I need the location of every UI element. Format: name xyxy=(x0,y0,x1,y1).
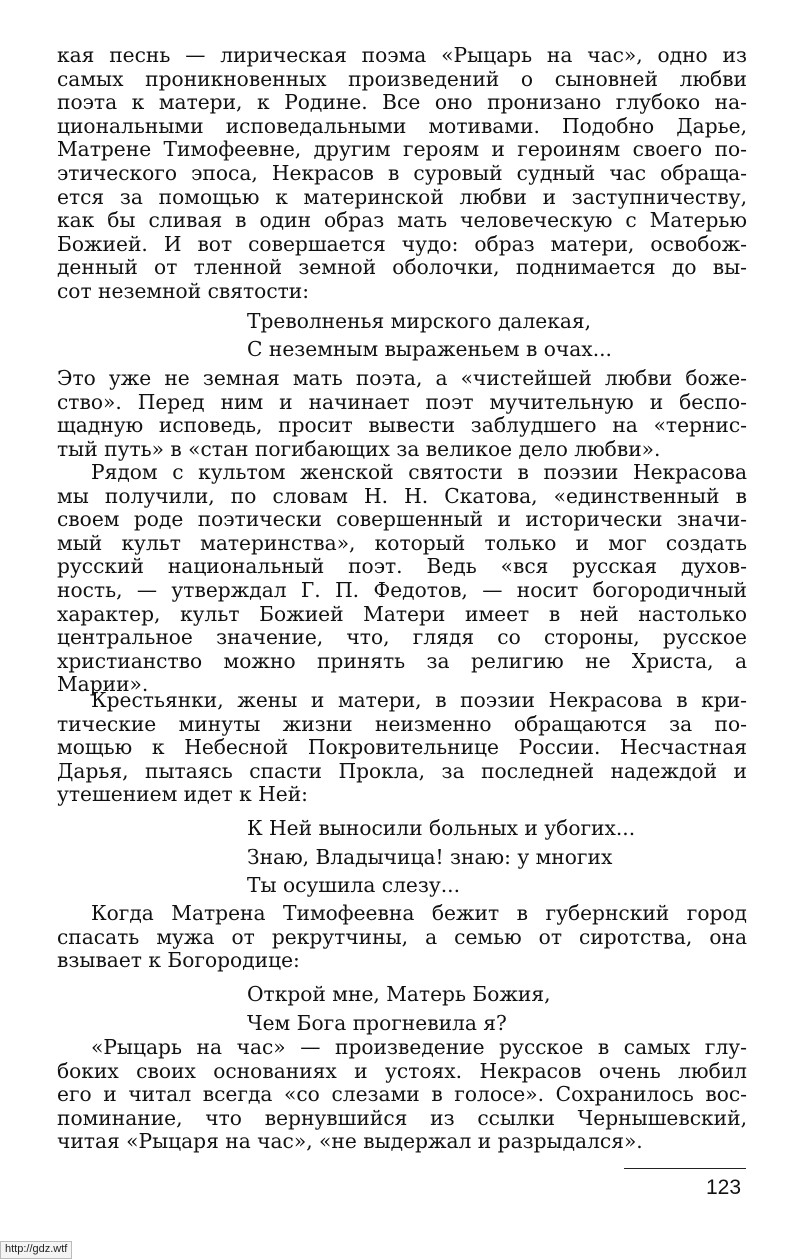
paragraph-line: тый путь» в «стан погибающих за великое дело любви». xyxy=(57,436,661,461)
paragraph-2 xyxy=(57,367,747,461)
paragraph-5 xyxy=(57,902,747,973)
poem-line: Открой мне, Матерь Божия, xyxy=(247,982,551,1006)
paragraph-line: центральное значение, что, глядя со стороны, русское xyxy=(57,625,747,650)
paragraph-line: Божией. И вот совершается чудо: образ матери, освобож- xyxy=(57,231,747,256)
paragraph-line: своем роде поэтически совершенный и исторически значи- xyxy=(57,507,747,532)
poem-quote-1 xyxy=(247,307,612,363)
paragraph-line: взывает к Богородице: xyxy=(57,948,300,973)
source-watermark-link[interactable]: http://gdz.wtf xyxy=(0,1241,72,1259)
paragraph-line: боких своих основаниях и устоях. Некрасов очень любил xyxy=(57,1058,747,1083)
paragraph-line: Дарья, пытаясь спасти Прокла, за последней надеждой и xyxy=(57,758,747,783)
paragraph-3 xyxy=(57,461,747,697)
poem-line: Чем Бога прогневила я? xyxy=(247,1010,507,1035)
paragraph-line: ство». Перед ним и начинает поэт мучительную и беспо- xyxy=(57,389,747,414)
paragraph-line: денный от тленной земной оболочки, поднимается до вы- xyxy=(57,255,747,280)
paragraph-line: утешением идет к Ней: xyxy=(57,782,308,807)
paragraph-line: циональными исповедальными мотивами. Подобно Дарье, xyxy=(57,113,747,138)
paragraph-line: щадную исповедь, просит вывести заблудшего на «тернис- xyxy=(57,413,747,438)
paragraph-line: поэта к матери, к Родине. Все оно пронизано глубоко на- xyxy=(57,90,747,115)
poem-line: С неземным выраженьем в очах... xyxy=(247,337,612,361)
paragraph-line: спасать мужа от рекрутчины, а семью от сиротства, она xyxy=(57,924,747,949)
poem-quote-2 xyxy=(247,814,635,900)
paragraph-line: русский национальный поэт. Ведь «вся русская духов- xyxy=(57,554,747,579)
paragraph-line: «Рыцарь на час» — произведение русское в самых глу- xyxy=(91,1035,747,1059)
paragraph-line: самых проникновенных произведений о сыновней любви xyxy=(57,66,747,91)
paragraph-line: мы получили, по словам Н. Н. Скатова, «единственный в xyxy=(57,483,747,508)
poem-line: Треволненья мирского далекая, xyxy=(247,309,592,333)
paragraph-line: ется за помощью к материнской любви и заступничеству, xyxy=(57,184,747,209)
paragraph-line: ность, — утверждал Г. П. Федотов, — носит богородичный xyxy=(57,577,747,602)
paragraph-line: мый культ материнства», который только и мог создать xyxy=(57,530,747,555)
paragraph-1 xyxy=(57,44,747,304)
poem-line: Знаю, Владычица! знаю: у многих xyxy=(247,844,613,869)
paragraph-line: христианство можно принять за религию не Христа, а xyxy=(57,648,747,673)
paragraph-line: Это уже не земная мать поэта, а «чистейшей любви боже- xyxy=(57,366,747,390)
paragraph-line: читая «Рыцаря на час», «не выдержал и разрыдался». xyxy=(57,1129,643,1154)
page-number: 123 xyxy=(706,1176,742,1199)
paragraph-line: кая песнь — лирическая поэма «Рыцарь на час», одно из xyxy=(57,43,747,67)
paragraph-line: этического эпоса, Некрасов в суровый судный час обраща- xyxy=(57,160,747,185)
paragraph-4 xyxy=(57,689,747,807)
poem-line: Ты осушила слезу... xyxy=(247,873,461,897)
paragraph-line: Крестьянки, жены и матери, в поэзии Некрасова в кри- xyxy=(91,688,747,712)
paragraph-line: сот неземной святости: xyxy=(57,278,310,303)
paragraph-6 xyxy=(57,1036,747,1154)
paragraph-line: Когда Матрена Тимофеевна бежит в губернский город xyxy=(91,901,747,925)
paragraph-line: Рядом с культом женской святости в поэзии Некрасова xyxy=(91,460,747,484)
paragraph-line: мощью к Небесной Покровительнице России. Несчастная xyxy=(57,735,747,760)
paragraph-line: как бы сливая в один образ мать человеческую с Матерью xyxy=(57,208,747,233)
paragraph-line: поминание, что вернувшийся из ссылки Чернышевский, xyxy=(57,1105,747,1130)
paragraph-line: Матрене Тимофеевне, другим героям и героиням своего по- xyxy=(57,137,747,162)
paragraph-line: его и читал всегда «со слезами в голосе». Сохранилось вос- xyxy=(57,1082,747,1107)
poem-line: К Ней выносили больных и убогих... xyxy=(247,816,636,840)
paragraph-line: тические минуты жизни неизменно обращаются за по- xyxy=(57,711,747,736)
paragraph-line: характер, культ Божией Матери имеет в ней настолько xyxy=(57,601,747,626)
footer-rule xyxy=(624,1168,746,1169)
paragraph-line: Марии». xyxy=(57,672,149,697)
poem-quote-3 xyxy=(247,980,551,1037)
